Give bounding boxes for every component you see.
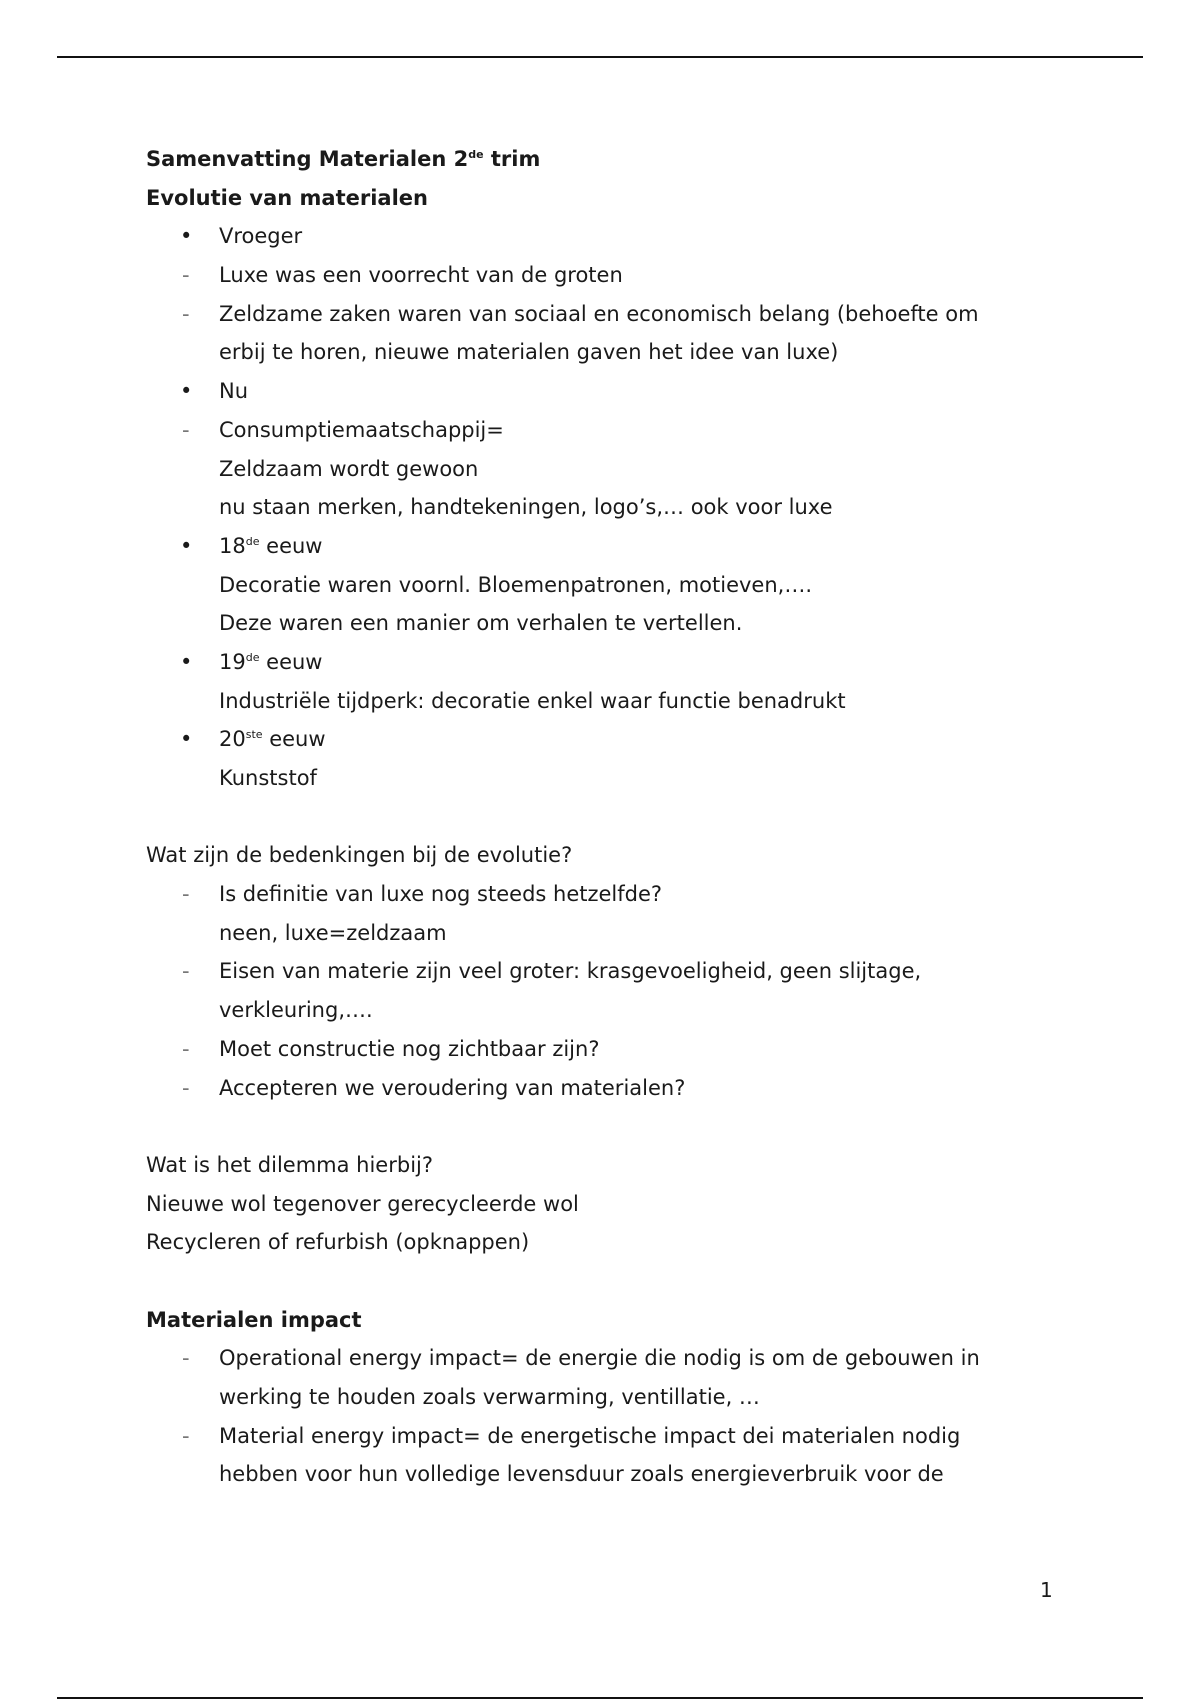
paragraph-line: Nieuwe wol tegenover gerecycleerde wol [146, 1191, 579, 1216]
bullet-19th-century: • 19de eeuw [146, 643, 1046, 682]
list-item: - Moet constructie nog zichtbaar zijn? [146, 1030, 1046, 1069]
list-item-continuation: Deze waren een manier om verhalen te vertellen. [219, 611, 743, 636]
list-item-continuation: Decoratie waren voornl. Bloemenpatronen, motieven,…. [219, 572, 812, 597]
list-item-continuation: werking te houden zoals verwarming, ventillatie, … [219, 1385, 760, 1409]
bullet-vroeger: • Vroeger [146, 217, 1046, 256]
list-item: - Luxe was een voorrecht van de groten [146, 256, 1046, 295]
list-item-continuation: Kunststof [219, 766, 317, 790]
list-item: - Accepteren we veroudering van materialen? [146, 1069, 1046, 1108]
section-heading-impact: Materialen impact [146, 1307, 362, 1332]
header-rule [57, 56, 1143, 58]
list-item-continuation: erbij te horen, nieuwe materialen gaven het idee van luxe) [219, 340, 839, 365]
bullet-nu: • Nu [146, 372, 1046, 411]
list-item: - Consumptiemaatschappij= [146, 411, 1046, 450]
list-item-continuation: Zeldzaam wordt gewoon [219, 456, 479, 481]
list-item-continuation: Industriële tijdperk: decoratie enkel waar functie benadrukt [219, 688, 846, 713]
spacer [146, 798, 1046, 837]
list-item-continuation: neen, luxe=zeldzaam [219, 920, 447, 945]
list-item-continuation: nu staan merken, handtekeningen, logo’s,… ook voor luxe [219, 495, 833, 520]
question-considerations: Wat zijn de bedenkingen bij de evolutie? [146, 843, 573, 868]
bullet-18th-century: • 18de eeuw [146, 527, 1046, 566]
footer-rule [57, 1697, 1143, 1699]
list-item: - Material energy impact= de energetische impact dei materialen nodig [146, 1417, 1046, 1456]
paragraph-line: Recycleren of refurbish (opknappen) [146, 1230, 530, 1255]
list-item-continuation: hebben voor hun volledige levensduur zoals energieverbruik voor de [219, 1462, 944, 1487]
section-heading-evolution: Evolutie van materialen [146, 185, 428, 210]
list-item: - Is definitie van luxe nog steeds hetzelfde? [146, 875, 1046, 914]
list-item: - Zeldzame zaken waren van sociaal en economisch belang (behoefte om [146, 295, 1046, 334]
document-body [146, 140, 1046, 1494]
list-item: - Eisen van materie zijn veel groter: krasgevoeligheid, geen slijtage, [146, 952, 1046, 991]
spacer [146, 1107, 1046, 1146]
document-title: Samenvatting Materialen 2de trim [146, 147, 541, 171]
list-item-continuation: verkleuring,…. [219, 998, 373, 1023]
page-number: 1 [1040, 1578, 1053, 1602]
bullet-20th-century: • 20ste eeuw [146, 720, 1046, 759]
spacer [146, 1262, 1046, 1301]
list-item: - Operational energy impact= de energie die nodig is om de gebouwen in [146, 1339, 1046, 1378]
question-dilemma: Wat is het dilemma hierbij? [146, 1152, 434, 1177]
